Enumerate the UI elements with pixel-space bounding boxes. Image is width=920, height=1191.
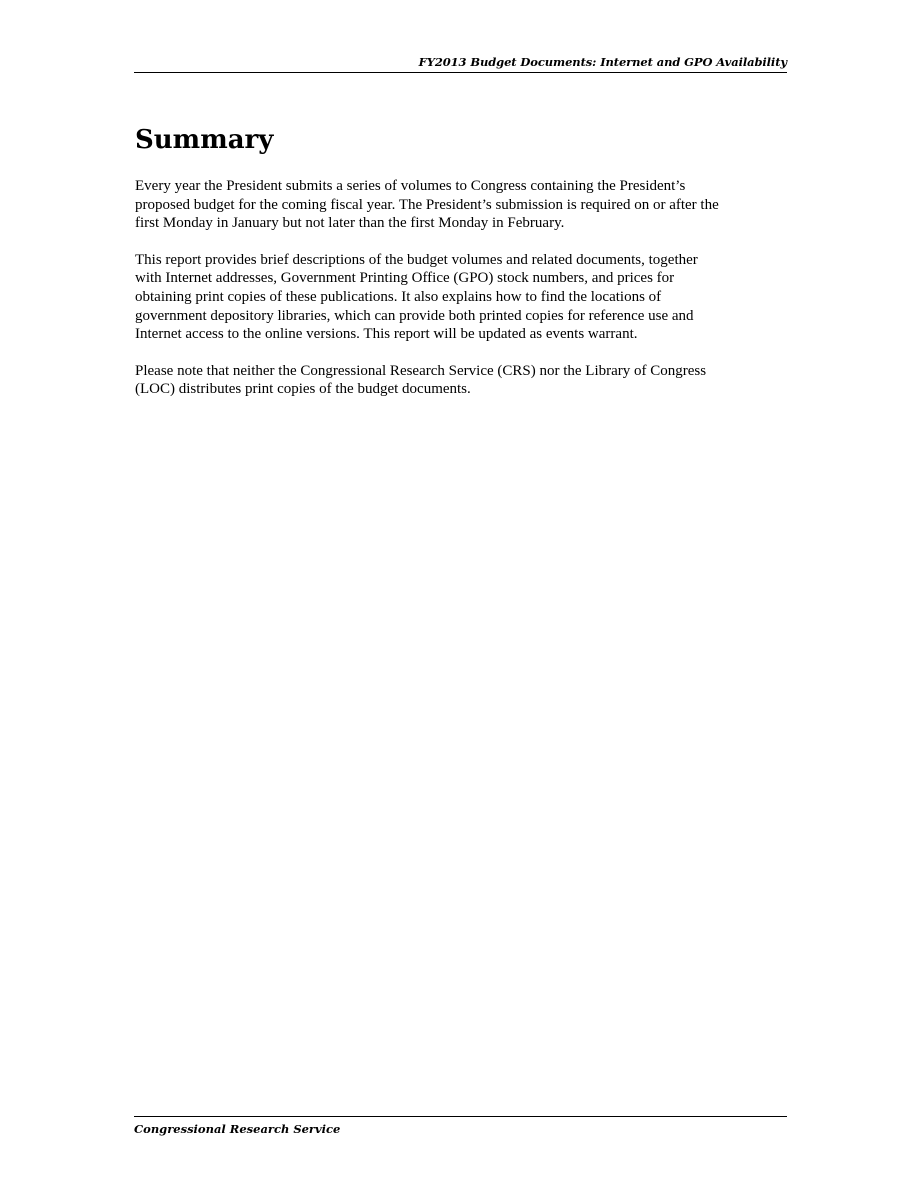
page-title: Summary	[135, 125, 274, 155]
paragraph-budget-submission: Every year the President submits a series of volumes to Congress containing the President’s proposed budget for the coming fiscal year. The President’s submission is required on or after the first Monday in January but not later than the first Monday in February.	[135, 178, 719, 232]
paragraph-report-description: This report provides brief descriptions of the budget volumes and related documents, together with Internet addresses, Government Printing Office (GPO) stock numbers, and prices for obtaining print copies of these publications. It also explains how to find the locations of government depository libraries, which can provide both printed copies for reference use and Internet access to the online versions. This report will be updated as events warrant.	[135, 251, 698, 343]
running-footer: Congressional Research Service	[134, 1116, 787, 1137]
summary-body	[135, 177, 795, 417]
paragraph-distribution-note: Please note that neither the Congressional Research Service (CRS) nor the Library of Congress (LOC) distributes print copies of the budget documents.	[135, 362, 707, 398]
running-header: FY2013 Budget Documents: Internet and GPO Availability	[134, 54, 787, 73]
